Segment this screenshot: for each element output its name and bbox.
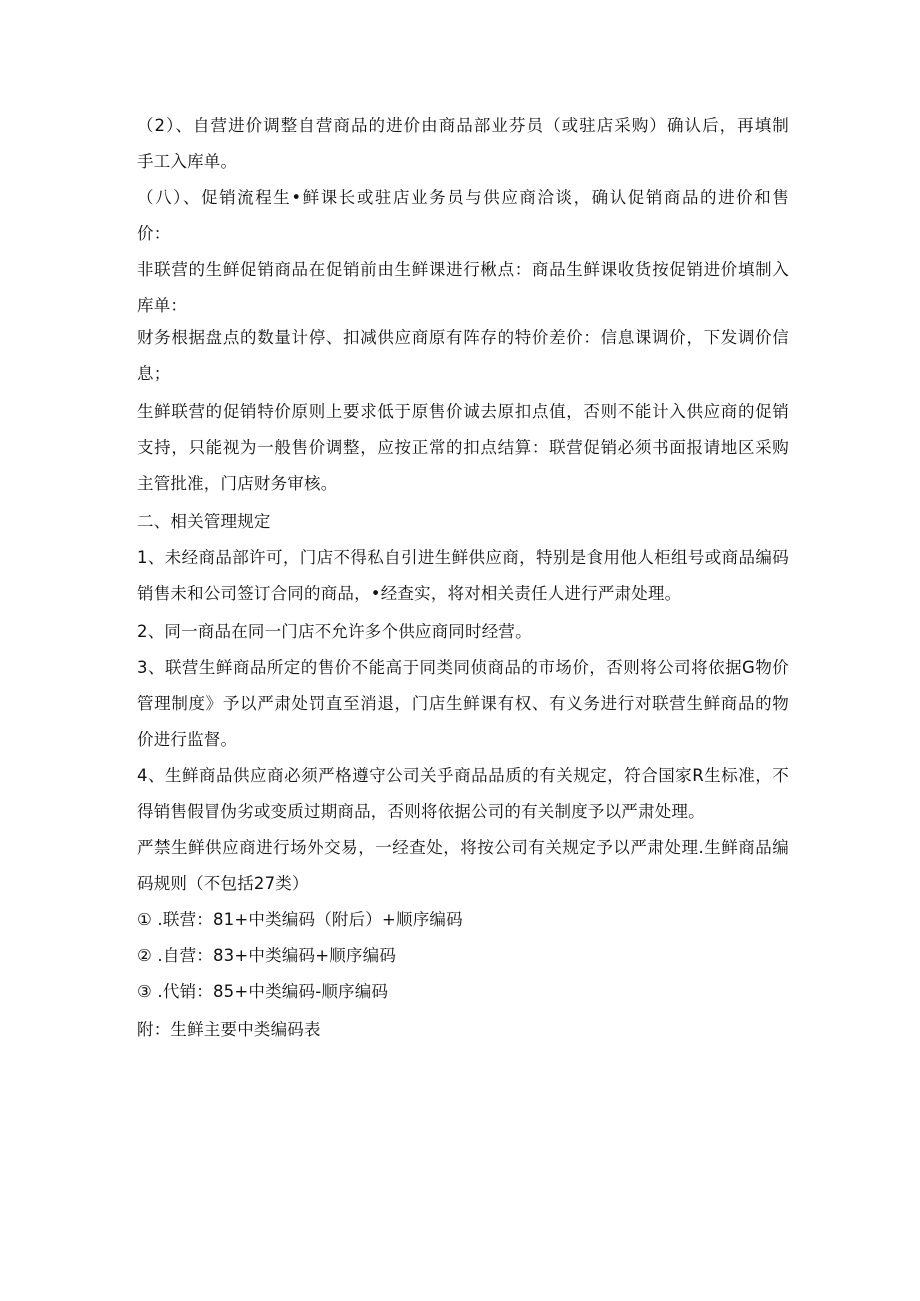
rule-item-2	[137, 614, 789, 650]
text-line: （2）、自营进价调整自营商品的进价由商品部业芬员（或驻店采购）确认后，再填制	[137, 116, 789, 135]
text-line: 1、未经商品部许可，门店不得私自引进生鲜供应商，特别是食用他人柜组号或商品编码	[137, 548, 789, 567]
heading-text: 二、相关管理规定	[137, 512, 271, 531]
rule-item-1	[137, 540, 789, 612]
paragraph-self-operated-price-adjustment	[137, 108, 789, 180]
text-line: ③ .代销：85+中类编码-顺序编码	[137, 982, 389, 1001]
text-line: 支持，只能视为一般售价调整，应按正常的扣点结算：联营促销必须书面报请地区采购	[137, 438, 789, 457]
section-heading-related-rules	[137, 504, 789, 540]
text-line: 严禁生鲜供应商进行场外交易，一经查处，将按公司有关规定予以严肃处理.生鲜商品编	[137, 838, 789, 857]
text-line: ② .自营：83+中类编码+顺序编码	[137, 946, 397, 965]
paragraph-joint-promotion-price	[137, 394, 789, 502]
paragraph-promotion-process	[137, 180, 789, 252]
text-line: 库单：	[137, 296, 188, 315]
appendix-title	[137, 1012, 789, 1048]
coding-rule-joint	[137, 902, 789, 938]
text-line: 4、生鲜商品供应商必须严格遵守公司关乎商品品质的有关规定，符合国家R生标准，不	[137, 766, 789, 785]
text-line: 非联营的生鲜促销商品在促销前由生鲜课进行楸点：商品生鲜课收货按促销进价填制入	[137, 260, 789, 279]
text-line: 3、联营生鲜商品所定的售价不能高于同类同侦商品的市场价，否则将公司将依据G物价	[137, 658, 789, 677]
text-line: 息；	[137, 364, 171, 383]
paragraph-off-site-trading	[137, 830, 789, 902]
text-line: 2、同一商品在同一门店不允许多个供应商同时经营。	[137, 622, 532, 641]
paragraph-finance-inventory	[137, 320, 789, 392]
text-line: 价进行监督。	[137, 730, 238, 749]
text-line: 附：生鲜主要中类编码表	[137, 1020, 321, 1039]
text-line: 手工入库单。	[137, 152, 238, 171]
text-line: 主管批准，门店财务审核。	[137, 474, 338, 493]
paragraph-non-joint-promotion	[137, 252, 789, 324]
text-line: 码规则（不包括27类）	[137, 874, 309, 893]
coding-rule-consignment	[137, 974, 789, 1010]
text-line: 财务根据盘点的数量计停、扣减供应商原有阵存的特价差价：信息课调价，下发调价信	[137, 328, 789, 347]
text-line: （八）、促销流程生•鲜课长或驻店业务员与供应商洽谈，确认促销商品的进价和售	[137, 188, 789, 207]
coding-rule-self-operated	[137, 938, 789, 974]
text-line: 生鲜联营的促销特价原则上要求低于原售价诚去原扣点值，否则不能计入供应商的促销	[137, 402, 789, 421]
text-line: 销售未和公司签订合同的商品，•经查实，将对相关责任人进行严肃处理。	[137, 584, 682, 603]
rule-item-4	[137, 758, 789, 830]
rule-item-3	[137, 650, 789, 758]
text-line: 得销售假冒伪劣或变质过期商品，否则将依据公司的有关制度予以严肃处理。	[137, 802, 705, 821]
text-line: 管理制度》予以严肃处罚直至消退，门店生鲜课有权、有义务进行对联营生鲜商品的物	[137, 694, 789, 713]
text-line: ① .联营：81+中类编码（附后）+顺序编码	[137, 910, 463, 929]
text-line: 价：	[137, 224, 171, 243]
